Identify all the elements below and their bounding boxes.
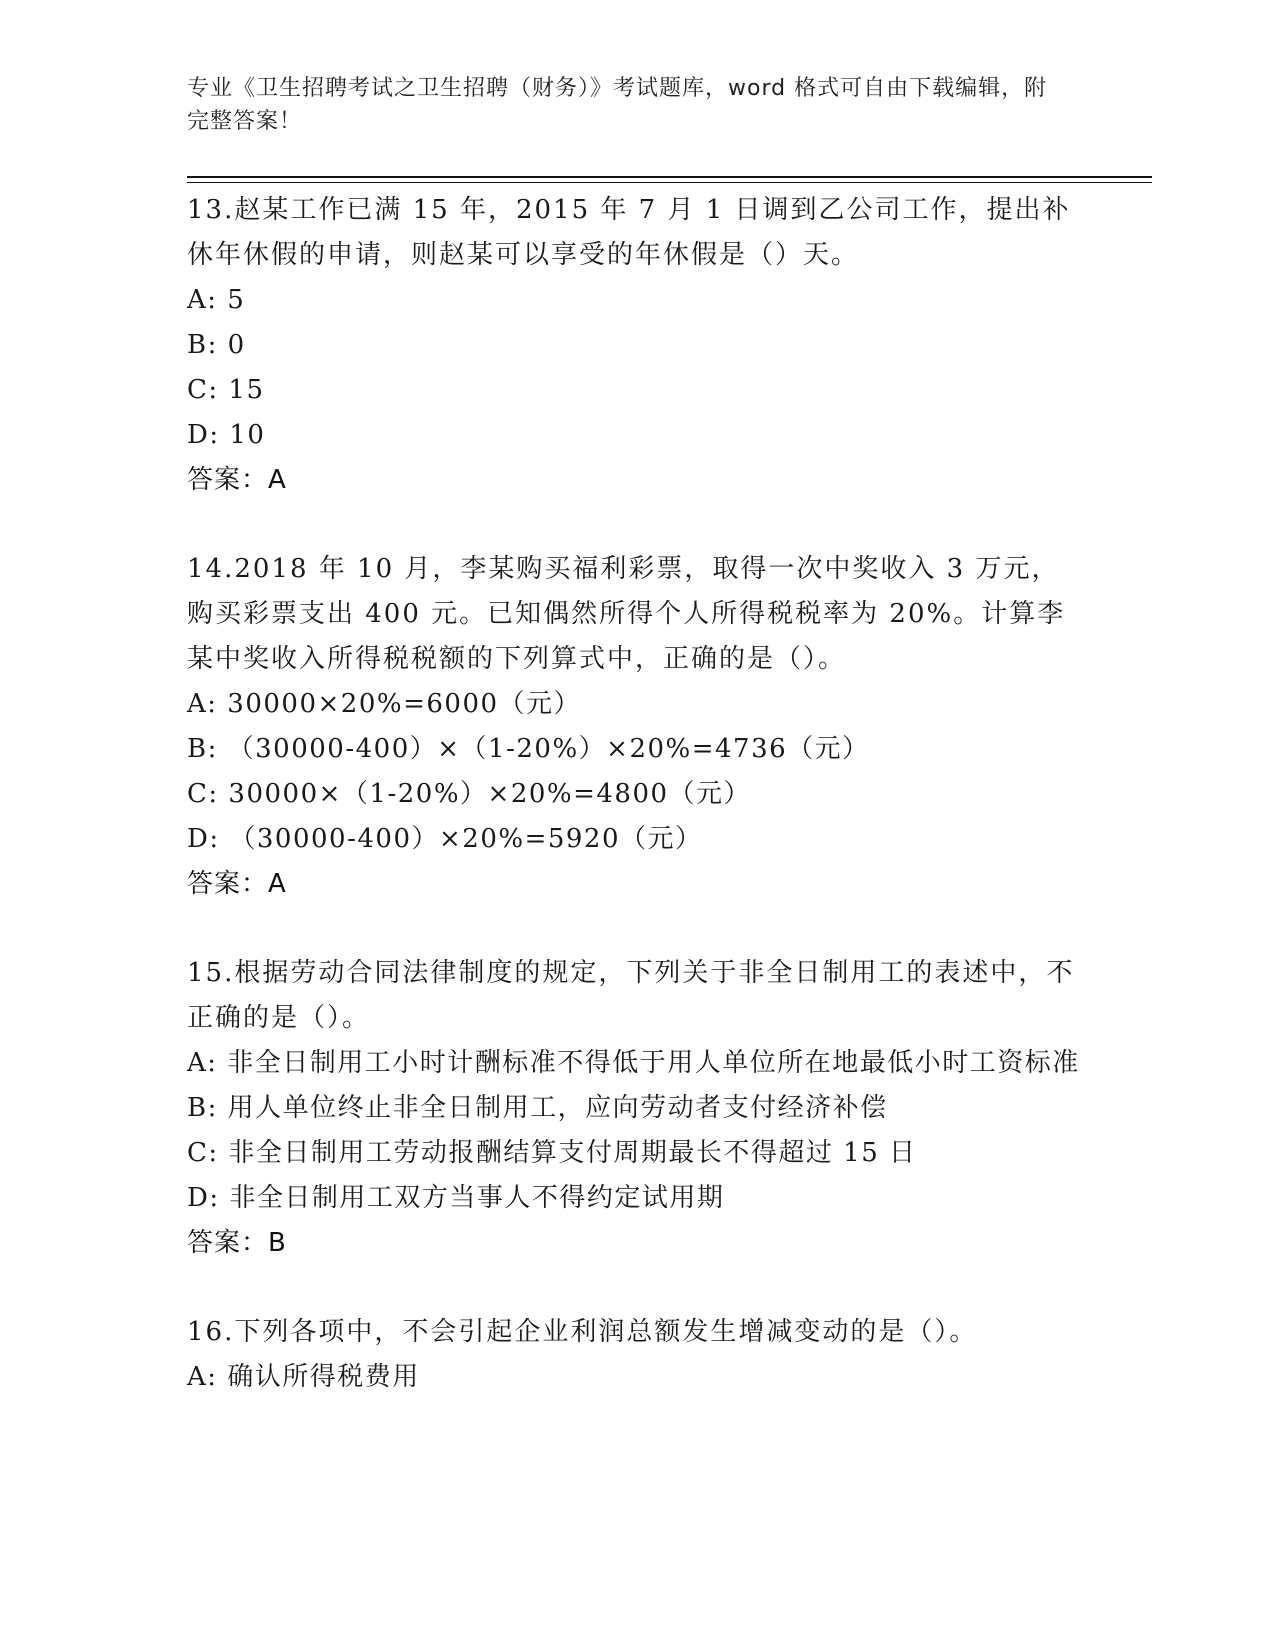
question-16 — [187, 1310, 1087, 1400]
header-divider-thick — [187, 176, 1152, 178]
option-a: A: 确认所得税费用 — [187, 1362, 420, 1392]
option-b: B: 0 — [187, 330, 246, 360]
option-d: D: 非全日制用工双方当事人不得约定试用期 — [187, 1183, 725, 1213]
option-a: A: 非全日制用工小时计酬标准不得低于用人单位所在地最低小时工资标准 — [187, 1048, 1080, 1078]
option-d: D: （30000-400）×20%=5920（元） — [187, 824, 703, 854]
question-14 — [187, 547, 1087, 907]
question-text: 16.下列各项中，不会引起企业利润总额发生增减变动的是（）。 — [187, 1317, 978, 1347]
option-a: A: 5 — [187, 285, 246, 315]
question-text: 13.赵某工作已满 15 年，2015 年 7 月 1 日调到乙公司工作，提出补休年休假的申请，则赵某可以享受的年休假是（）天。 — [187, 195, 1071, 270]
option-c: C: 30000×（1-20%）×20%=4800（元） — [187, 779, 752, 809]
question-text: 14.2018 年 10 月，李某购买福利彩票，取得一次中奖收入 3 万元，购买彩票支出 400 元。已知偶然所得个人所得税税率为 20%。计算李某中奖收入所得税税额的下列算式中，正确的是（）。 — [187, 554, 1066, 674]
answer-line: 答案：A — [187, 869, 287, 899]
question-15 — [187, 951, 1087, 1266]
option-b: B: 用人单位终止非全日制用工，应向劳动者支付经济补偿 — [187, 1093, 888, 1123]
option-d: D: 10 — [187, 420, 266, 450]
option-b: B: （30000-400）×（1-20%）×20%=4736（元） — [187, 734, 870, 764]
option-c: C: 15 — [187, 375, 265, 405]
question-13 — [187, 188, 1087, 503]
option-c: C: 非全日制用工劳动报酬结算支付周期最长不得超过 15 日 — [187, 1138, 917, 1168]
document-header: 专业《卫生招聘考试之卫生招聘（财务）》考试题库，word 格式可自由下载编辑，附完整答案！ — [187, 76, 1048, 134]
answer-line: 答案：A — [187, 465, 287, 495]
answer-line: 答案：B — [187, 1228, 287, 1258]
header-divider-thin — [187, 182, 1152, 183]
question-text: 15.根据劳动合同法律制度的规定，下列关于非全日制用工的表述中，不正确的是（）。 — [187, 958, 1075, 1033]
question-list — [187, 188, 1087, 1444]
option-a: A: 30000×20%=6000（元） — [187, 689, 582, 719]
